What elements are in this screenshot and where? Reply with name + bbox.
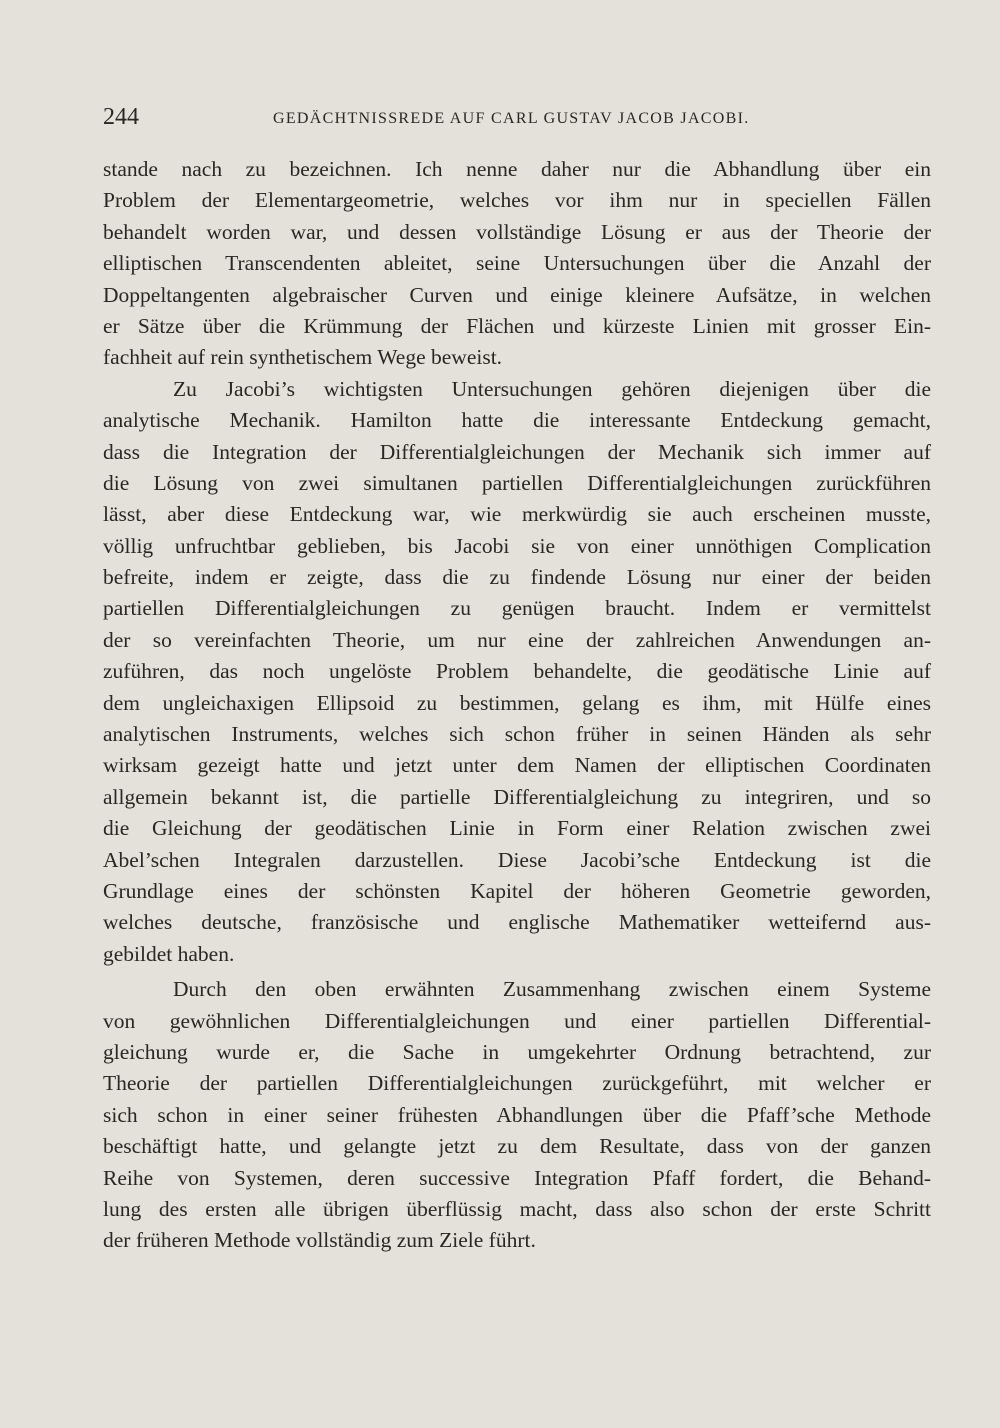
text-line: partiellen Differentialgleichungen zu genügen braucht. Indem er vermittelst: [103, 596, 931, 621]
text-line: Reihe von Systemen, deren successive Integration Pfaff fordert, die Behand-: [103, 1165, 931, 1190]
text-line: der so vereinfachten Theorie, um nur eine der zahlreichen Anwendungen an-: [103, 627, 931, 652]
text-line: dem ungleichaxigen Ellipsoid zu bestimmen, gelang es ihm, mit Hülfe eines: [103, 690, 931, 715]
body-text: [103, 154, 931, 1257]
text-line: Doppeltangenten algebraischer Curven und einige kleinere Aufsätze, in welchen: [103, 282, 931, 307]
text-line: dass die Integration der Differentialgleichungen der Mechanik sich immer auf: [103, 439, 931, 464]
text-line: Abel’schen Integralen darzustellen. Diese Jacobi’sche Entdeckung ist die: [103, 847, 931, 872]
text-line: von gewöhnlichen Differentialgleichungen und einer partiellen Differential-: [103, 1008, 931, 1033]
paragraph-1: [103, 154, 931, 374]
text-line: sich schon in einer seiner frühesten Abhandlungen über die Pfaff’sche Methode: [103, 1102, 931, 1127]
text-line: befreite, indem er zeigte, dass die zu findende Lösung nur einer der beiden: [103, 565, 931, 590]
paragraph-2: [103, 374, 931, 970]
text-line: er Sätze über die Krümmung der Flächen und kürzeste Linien mit grosser Ein-: [103, 313, 931, 338]
text-line: wirksam gezeigt hatte und jetzt unter dem Namen der elliptischen Coordinaten: [103, 753, 931, 778]
text-line: Problem der Elementargeometrie, welches vor ihm nur in speciellen Fällen: [103, 188, 931, 213]
text-line: Theorie der partiellen Differentialgleichungen zurückgeführt, mit welcher er: [103, 1071, 931, 1096]
text-line: behandelt worden war, und dessen vollständige Lösung er aus der Theorie der: [103, 219, 931, 244]
text-line: völlig unfruchtbar geblieben, bis Jacobi sie von einer unnöthigen Complication: [103, 533, 931, 558]
text-line: Grundlage eines der schönsten Kapitel der höheren Geometrie geworden,: [103, 878, 931, 903]
page-header: [103, 104, 933, 136]
paragraph-3: [103, 974, 931, 1257]
text-line: zuführen, das noch ungelöste Problem behandelte, die geodätische Linie auf: [103, 659, 931, 684]
text-line: analytische Mechanik. Hamilton hatte die interessante Entdeckung gemacht,: [103, 408, 931, 433]
text-line: gleichung wurde er, die Sache in umgekehrter Ordnung betrachtend, zur: [103, 1039, 931, 1064]
text-line: allgemein bekannt ist, die partielle Differentialgleichung zu integriren, und so: [103, 784, 931, 809]
text-line: welches deutsche, französische und englische Mathematiker wetteifernd aus-: [103, 910, 931, 935]
text-line: die Gleichung der geodätischen Linie in Form einer Relation zwischen zwei: [103, 816, 931, 841]
text-line: der früheren Methode vollständig zum Ziele führt.: [103, 1228, 536, 1253]
text-line: elliptischen Transcendenten ableitet, seine Untersuchungen über die Anzahl der: [103, 251, 931, 276]
text-line: analytischen Instruments, welches sich schon früher in seinen Händen als sehr: [103, 722, 931, 747]
text-line: stande nach zu bezeichnen. Ich nenne daher nur die Abhandlung über ein: [103, 157, 931, 181]
text-line: Durch den oben erwähnten Zusammenhang zwischen einem Systeme: [173, 977, 931, 1002]
page-number: 244: [103, 104, 139, 130]
text-line: die Lösung von zwei simultanen partiellen Differentialgleichungen zurückführen: [103, 470, 931, 495]
running-title: GEDÄCHTNISSREDE AUF CARL GUSTAV JACOB JACOBI.: [273, 110, 750, 127]
text-line: lung des ersten alle übrigen überflüssig macht, dass also schon der erste Schritt: [103, 1196, 931, 1221]
text-line: lässt, aber diese Entdeckung war, wie merkwürdig sie auch erscheinen musste,: [103, 502, 931, 527]
text-line: fachheit auf rein synthetischem Wege beweist.: [103, 345, 503, 370]
text-line: gebildet haben.: [103, 941, 235, 966]
text-line: beschäftigt hatte, und gelangte jetzt zu dem Resultate, dass von der ganzen: [103, 1134, 931, 1159]
text-line: Zu Jacobi’s wichtigsten Untersuchungen gehören diejenigen über die: [173, 376, 931, 401]
